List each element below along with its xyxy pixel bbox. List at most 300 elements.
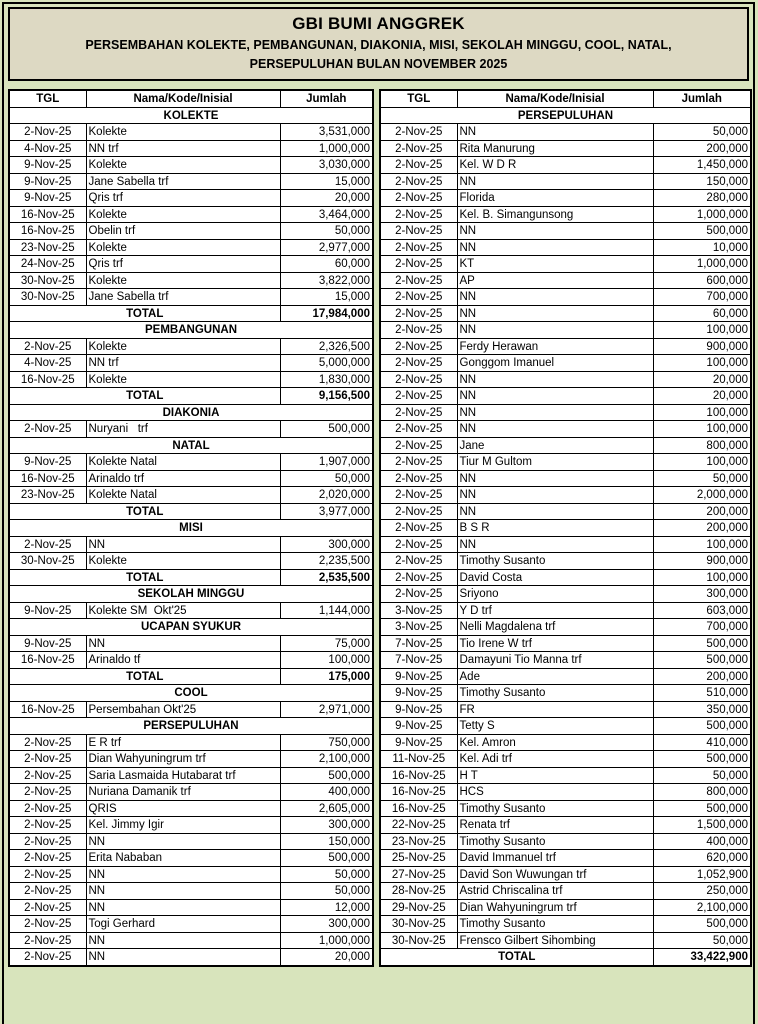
name-cell: Kolekte xyxy=(86,206,280,223)
section-header-row xyxy=(9,107,373,124)
name-cell: NN trf xyxy=(86,355,280,372)
table-row xyxy=(9,173,373,190)
table-row xyxy=(9,371,373,388)
table-row xyxy=(380,899,751,916)
date-cell: 2-Nov-25 xyxy=(380,536,457,553)
date-cell: 11-Nov-25 xyxy=(380,751,457,768)
date-cell: 7-Nov-25 xyxy=(380,652,457,669)
name-cell: Kolekte Natal xyxy=(86,487,280,504)
table-row xyxy=(9,751,373,768)
table-row xyxy=(380,569,751,586)
date-cell: 2-Nov-25 xyxy=(380,355,457,372)
date-cell: 23-Nov-25 xyxy=(9,487,86,504)
name-cell: NN xyxy=(457,371,653,388)
table-row xyxy=(9,652,373,669)
amount-cell: 1,144,000 xyxy=(280,602,373,619)
date-cell: 2-Nov-25 xyxy=(380,239,457,256)
amount-cell: 300,000 xyxy=(280,817,373,834)
name-cell: B S R xyxy=(457,520,653,537)
date-cell: 2-Nov-25 xyxy=(380,553,457,570)
total-value: 33,422,900 xyxy=(653,949,751,966)
date-cell: 2-Nov-25 xyxy=(380,437,457,454)
amount-cell: 100,000 xyxy=(280,652,373,669)
date-cell: 9-Nov-25 xyxy=(380,734,457,751)
amount-cell: 50,000 xyxy=(653,767,751,784)
amount-cell: 100,000 xyxy=(653,454,751,471)
amount-cell: 700,000 xyxy=(653,289,751,306)
date-cell: 16-Nov-25 xyxy=(9,470,86,487)
page-subtitle-line2: PERSEPULUHAN BULAN NOVEMBER 2025 xyxy=(249,56,508,71)
name-cell: Florida xyxy=(457,190,653,207)
table-row xyxy=(9,338,373,355)
total-value: 3,977,000 xyxy=(280,503,373,520)
date-cell: 30-Nov-25 xyxy=(380,916,457,933)
table-row xyxy=(380,487,751,504)
amount-cell: 350,000 xyxy=(653,701,751,718)
name-cell: Jane xyxy=(457,437,653,454)
date-cell: 2-Nov-25 xyxy=(380,503,457,520)
date-cell: 7-Nov-25 xyxy=(380,635,457,652)
date-cell: 2-Nov-25 xyxy=(380,470,457,487)
table-row xyxy=(380,536,751,553)
date-cell: 2-Nov-25 xyxy=(380,173,457,190)
name-cell: NN xyxy=(457,487,653,504)
name-cell: NN xyxy=(86,536,280,553)
name-cell: Kolekte xyxy=(86,124,280,141)
name-cell: H T xyxy=(457,767,653,784)
amount-cell: 500,000 xyxy=(280,767,373,784)
date-cell: 2-Nov-25 xyxy=(380,338,457,355)
amount-cell: 20,000 xyxy=(280,190,373,207)
table-row xyxy=(9,850,373,867)
date-cell: 29-Nov-25 xyxy=(380,899,457,916)
total-label: TOTAL xyxy=(9,388,280,405)
amount-cell: 500,000 xyxy=(653,751,751,768)
name-cell: FR xyxy=(457,701,653,718)
table-row xyxy=(9,536,373,553)
amount-cell: 600,000 xyxy=(653,272,751,289)
name-cell: Ade xyxy=(457,668,653,685)
amount-cell: 300,000 xyxy=(280,536,373,553)
name-cell: NN xyxy=(457,404,653,421)
table-row xyxy=(9,701,373,718)
name-cell: NN xyxy=(457,388,653,405)
amount-cell: 3,030,000 xyxy=(280,157,373,174)
table-row xyxy=(9,487,373,504)
table-row xyxy=(380,437,751,454)
offering-table-right xyxy=(379,89,752,967)
amount-cell: 20,000 xyxy=(653,388,751,405)
amount-cell: 15,000 xyxy=(280,173,373,190)
name-cell: Kel. B. Simangunsong xyxy=(457,206,653,223)
date-cell: 2-Nov-25 xyxy=(9,916,86,933)
table-row xyxy=(9,833,373,850)
name-cell: Kel. W D R xyxy=(457,157,653,174)
name-cell: Nuryani trf xyxy=(86,421,280,438)
amount-cell: 1,000,000 xyxy=(653,256,751,273)
name-cell: Dian Wahyuningrum trf xyxy=(457,899,653,916)
amount-cell: 750,000 xyxy=(280,734,373,751)
date-cell: 9-Nov-25 xyxy=(380,668,457,685)
amount-cell: 100,000 xyxy=(653,404,751,421)
name-cell: Tiur M Gultom xyxy=(457,454,653,471)
table-row xyxy=(380,338,751,355)
table-row xyxy=(380,503,751,520)
table-row xyxy=(9,866,373,883)
date-cell: 2-Nov-25 xyxy=(9,866,86,883)
table-row xyxy=(380,355,751,372)
table-row xyxy=(380,454,751,471)
total-row xyxy=(380,949,751,966)
date-cell: 2-Nov-25 xyxy=(9,883,86,900)
name-cell: NN trf xyxy=(86,140,280,157)
table-row xyxy=(9,932,373,949)
table-row xyxy=(9,454,373,471)
date-cell: 2-Nov-25 xyxy=(380,206,457,223)
name-cell: Kel. Adi trf xyxy=(457,751,653,768)
table-row xyxy=(380,817,751,834)
amount-cell: 15,000 xyxy=(280,289,373,306)
table-row xyxy=(380,305,751,322)
date-cell: 2-Nov-25 xyxy=(380,454,457,471)
amount-cell: 410,000 xyxy=(653,734,751,751)
date-cell: 2-Nov-25 xyxy=(9,899,86,916)
amount-cell: 500,000 xyxy=(653,223,751,240)
date-cell: 3-Nov-25 xyxy=(380,619,457,636)
name-cell: NN xyxy=(457,173,653,190)
date-cell: 2-Nov-25 xyxy=(380,305,457,322)
date-cell: 30-Nov-25 xyxy=(9,553,86,570)
name-cell: NN xyxy=(457,470,653,487)
name-cell: Timothy Susanto xyxy=(457,553,653,570)
date-cell: 16-Nov-25 xyxy=(9,701,86,718)
name-cell: NN xyxy=(457,503,653,520)
name-cell: Nelli Magdalena trf xyxy=(457,619,653,636)
date-cell: 2-Nov-25 xyxy=(380,140,457,157)
column-header: Jumlah xyxy=(653,90,751,107)
date-cell: 2-Nov-25 xyxy=(380,289,457,306)
amount-cell: 1,000,000 xyxy=(280,140,373,157)
section-title: KOLEKTE xyxy=(9,107,373,124)
name-cell: NN xyxy=(457,124,653,141)
date-cell: 2-Nov-25 xyxy=(380,322,457,339)
name-cell: Qris trf xyxy=(86,190,280,207)
name-cell: NN xyxy=(457,289,653,306)
name-cell: Tio Irene W trf xyxy=(457,635,653,652)
name-cell: NN xyxy=(86,932,280,949)
amount-cell: 1,052,900 xyxy=(653,866,751,883)
section-header-row xyxy=(9,685,373,702)
name-cell: Saria Lasmaida Hutabarat trf xyxy=(86,767,280,784)
name-cell: Kolekte Natal xyxy=(86,454,280,471)
table-row xyxy=(380,322,751,339)
amount-cell: 800,000 xyxy=(653,437,751,454)
table-row xyxy=(9,355,373,372)
date-cell: 2-Nov-25 xyxy=(380,404,457,421)
total-label: TOTAL xyxy=(380,949,653,966)
name-cell: NN xyxy=(457,239,653,256)
amount-cell: 12,000 xyxy=(280,899,373,916)
total-label: TOTAL xyxy=(9,668,280,685)
section-header-row xyxy=(9,718,373,735)
name-cell: Arinaldo trf xyxy=(86,470,280,487)
amount-cell: 50,000 xyxy=(653,470,751,487)
amount-cell: 2,977,000 xyxy=(280,239,373,256)
section-header-row xyxy=(9,437,373,454)
amount-cell: 2,000,000 xyxy=(653,487,751,504)
name-cell: NN xyxy=(457,322,653,339)
amount-cell: 3,822,000 xyxy=(280,272,373,289)
amount-cell: 50,000 xyxy=(280,470,373,487)
amount-cell: 100,000 xyxy=(653,355,751,372)
table-row xyxy=(380,701,751,718)
amount-cell: 100,000 xyxy=(653,421,751,438)
amount-cell: 3,464,000 xyxy=(280,206,373,223)
date-cell: 2-Nov-25 xyxy=(9,751,86,768)
section-title: PERSEPULUHAN xyxy=(9,718,373,735)
amount-cell: 50,000 xyxy=(653,932,751,949)
table-row xyxy=(380,553,751,570)
total-value: 175,000 xyxy=(280,668,373,685)
total-row xyxy=(9,569,373,586)
date-cell: 23-Nov-25 xyxy=(380,833,457,850)
table-row xyxy=(380,833,751,850)
name-cell: Sriyono xyxy=(457,586,653,603)
date-cell: 2-Nov-25 xyxy=(9,536,86,553)
name-cell: NN xyxy=(457,223,653,240)
table-row xyxy=(380,140,751,157)
name-cell: NN xyxy=(457,536,653,553)
date-cell: 16-Nov-25 xyxy=(9,206,86,223)
date-cell: 30-Nov-25 xyxy=(380,932,457,949)
amount-cell: 603,000 xyxy=(653,602,751,619)
name-cell: Astrid Chriscalina trf xyxy=(457,883,653,900)
total-label: TOTAL xyxy=(9,503,280,520)
column-header: Jumlah xyxy=(280,90,373,107)
table-row xyxy=(380,586,751,603)
date-cell: 2-Nov-25 xyxy=(9,767,86,784)
amount-cell: 500,000 xyxy=(280,421,373,438)
date-cell: 9-Nov-25 xyxy=(9,190,86,207)
name-cell: David Immanuel trf xyxy=(457,850,653,867)
table-row xyxy=(380,916,751,933)
amount-cell: 500,000 xyxy=(653,800,751,817)
table-row xyxy=(380,800,751,817)
table-row xyxy=(9,239,373,256)
section-title: PEMBANGUNAN xyxy=(9,322,373,339)
date-cell: 2-Nov-25 xyxy=(380,586,457,603)
date-cell: 16-Nov-25 xyxy=(380,800,457,817)
date-cell: 16-Nov-25 xyxy=(380,767,457,784)
date-cell: 2-Nov-25 xyxy=(9,124,86,141)
amount-cell: 20,000 xyxy=(280,949,373,966)
name-cell: QRIS xyxy=(86,800,280,817)
amount-cell: 150,000 xyxy=(280,833,373,850)
date-cell: 2-Nov-25 xyxy=(380,371,457,388)
date-cell: 2-Nov-25 xyxy=(380,223,457,240)
amount-cell: 5,000,000 xyxy=(280,355,373,372)
total-value: 2,535,500 xyxy=(280,569,373,586)
amount-cell: 400,000 xyxy=(280,784,373,801)
amount-cell: 500,000 xyxy=(280,850,373,867)
date-cell: 9-Nov-25 xyxy=(380,685,457,702)
name-cell: NN xyxy=(86,883,280,900)
name-cell: Ferdy Herawan xyxy=(457,338,653,355)
table-row xyxy=(9,767,373,784)
date-cell: 2-Nov-25 xyxy=(9,800,86,817)
name-cell: NN xyxy=(86,866,280,883)
name-cell: Erita Nababan xyxy=(86,850,280,867)
name-cell: Kel. Amron xyxy=(457,734,653,751)
date-cell: 2-Nov-25 xyxy=(380,388,457,405)
section-header-row xyxy=(9,619,373,636)
amount-cell: 1,000,000 xyxy=(653,206,751,223)
date-cell: 24-Nov-25 xyxy=(9,256,86,273)
table-row xyxy=(9,883,373,900)
amount-cell: 400,000 xyxy=(653,833,751,850)
table-row xyxy=(9,289,373,306)
amount-cell: 2,100,000 xyxy=(280,751,373,768)
table-row xyxy=(380,173,751,190)
table-row xyxy=(380,256,751,273)
table-row xyxy=(380,619,751,636)
amount-cell: 900,000 xyxy=(653,553,751,570)
amount-cell: 200,000 xyxy=(653,503,751,520)
name-cell: Damayuni Tio Manna trf xyxy=(457,652,653,669)
name-cell: Rita Manurung xyxy=(457,140,653,157)
amount-cell: 1,450,000 xyxy=(653,157,751,174)
total-label: TOTAL xyxy=(9,569,280,586)
name-cell: Timothy Susanto xyxy=(457,800,653,817)
amount-cell: 500,000 xyxy=(653,635,751,652)
section-title: UCAPAN SYUKUR xyxy=(9,619,373,636)
name-cell: Kolekte xyxy=(86,272,280,289)
amount-cell: 50,000 xyxy=(280,883,373,900)
page-subtitle-line1: PERSEMBAHAN KOLEKTE, PEMBANGUNAN, DIAKONIA, MISI, SEKOLAH MINGGU, COOL, NATAL, xyxy=(85,37,672,52)
date-cell: 16-Nov-25 xyxy=(9,371,86,388)
name-cell: HCS xyxy=(457,784,653,801)
amount-cell: 10,000 xyxy=(653,239,751,256)
date-cell: 2-Nov-25 xyxy=(9,949,86,966)
table-row xyxy=(380,767,751,784)
date-cell: 9-Nov-25 xyxy=(9,173,86,190)
table-row xyxy=(9,800,373,817)
name-cell: Dian Wahyuningrum trf xyxy=(86,751,280,768)
date-cell: 25-Nov-25 xyxy=(380,850,457,867)
table-row xyxy=(9,602,373,619)
name-cell: Gonggom Imanuel xyxy=(457,355,653,372)
name-cell: Kel. Jimmy Igir xyxy=(86,817,280,834)
amount-cell: 2,020,000 xyxy=(280,487,373,504)
table-row xyxy=(9,784,373,801)
name-cell: Persembahan Okt'25 xyxy=(86,701,280,718)
amount-cell: 100,000 xyxy=(653,322,751,339)
amount-cell: 500,000 xyxy=(653,916,751,933)
date-cell: 9-Nov-25 xyxy=(9,454,86,471)
section-title: SEKOLAH MINGGU xyxy=(9,586,373,603)
column-header: TGL xyxy=(9,90,86,107)
table-row xyxy=(9,223,373,240)
date-cell: 30-Nov-25 xyxy=(9,289,86,306)
total-row xyxy=(9,503,373,520)
column-header: Nama/Kode/Inisial xyxy=(457,90,653,107)
table-row xyxy=(380,289,751,306)
name-cell: Qris trf xyxy=(86,256,280,273)
table-row xyxy=(380,272,751,289)
name-cell: Kolekte xyxy=(86,338,280,355)
column-header: TGL xyxy=(380,90,457,107)
date-cell: 2-Nov-25 xyxy=(380,190,457,207)
table-row xyxy=(9,140,373,157)
amount-cell: 3,531,000 xyxy=(280,124,373,141)
column-header-row xyxy=(9,90,373,107)
amount-cell: 75,000 xyxy=(280,635,373,652)
section-header-row xyxy=(9,520,373,537)
name-cell: Tetty S xyxy=(457,718,653,735)
name-cell: Obelin trf xyxy=(86,223,280,240)
date-cell: 2-Nov-25 xyxy=(380,157,457,174)
total-value: 9,156,500 xyxy=(280,388,373,405)
name-cell: Arinaldo tf xyxy=(86,652,280,669)
amount-cell: 60,000 xyxy=(653,305,751,322)
table-row xyxy=(380,718,751,735)
date-cell: 2-Nov-25 xyxy=(380,124,457,141)
total-label: TOTAL xyxy=(9,305,280,322)
date-cell: 28-Nov-25 xyxy=(380,883,457,900)
name-cell: NN xyxy=(86,833,280,850)
amount-cell: 100,000 xyxy=(653,536,751,553)
date-cell: 2-Nov-25 xyxy=(9,850,86,867)
table-row xyxy=(9,421,373,438)
date-cell: 2-Nov-25 xyxy=(9,833,86,850)
section-header-row xyxy=(9,322,373,339)
table-row xyxy=(380,371,751,388)
table-row xyxy=(380,635,751,652)
amount-cell: 900,000 xyxy=(653,338,751,355)
date-cell: 2-Nov-25 xyxy=(9,734,86,751)
name-cell: Y D trf xyxy=(457,602,653,619)
amount-cell: 500,000 xyxy=(653,652,751,669)
date-cell: 2-Nov-25 xyxy=(380,569,457,586)
name-cell: Timothy Susanto xyxy=(457,685,653,702)
table-row xyxy=(380,223,751,240)
name-cell: NN xyxy=(457,305,653,322)
date-cell: 22-Nov-25 xyxy=(380,817,457,834)
section-title: COOL xyxy=(9,685,373,702)
name-cell: Renata trf xyxy=(457,817,653,834)
amount-cell: 50,000 xyxy=(280,223,373,240)
table-row xyxy=(9,124,373,141)
offering-table-left xyxy=(8,89,374,967)
table-row xyxy=(9,817,373,834)
table-row xyxy=(380,602,751,619)
table-row xyxy=(380,850,751,867)
table-row xyxy=(9,899,373,916)
name-cell: Kolekte xyxy=(86,157,280,174)
table-row xyxy=(380,668,751,685)
date-cell: 16-Nov-25 xyxy=(9,223,86,240)
name-cell: David Costa xyxy=(457,569,653,586)
table-row xyxy=(380,421,751,438)
amount-cell: 300,000 xyxy=(280,916,373,933)
name-cell: AP xyxy=(457,272,653,289)
table-row xyxy=(380,652,751,669)
section-header-row xyxy=(9,586,373,603)
amount-cell: 1,000,000 xyxy=(280,932,373,949)
table-row xyxy=(380,470,751,487)
table-row xyxy=(380,388,751,405)
name-cell: Timothy Susanto xyxy=(457,916,653,933)
